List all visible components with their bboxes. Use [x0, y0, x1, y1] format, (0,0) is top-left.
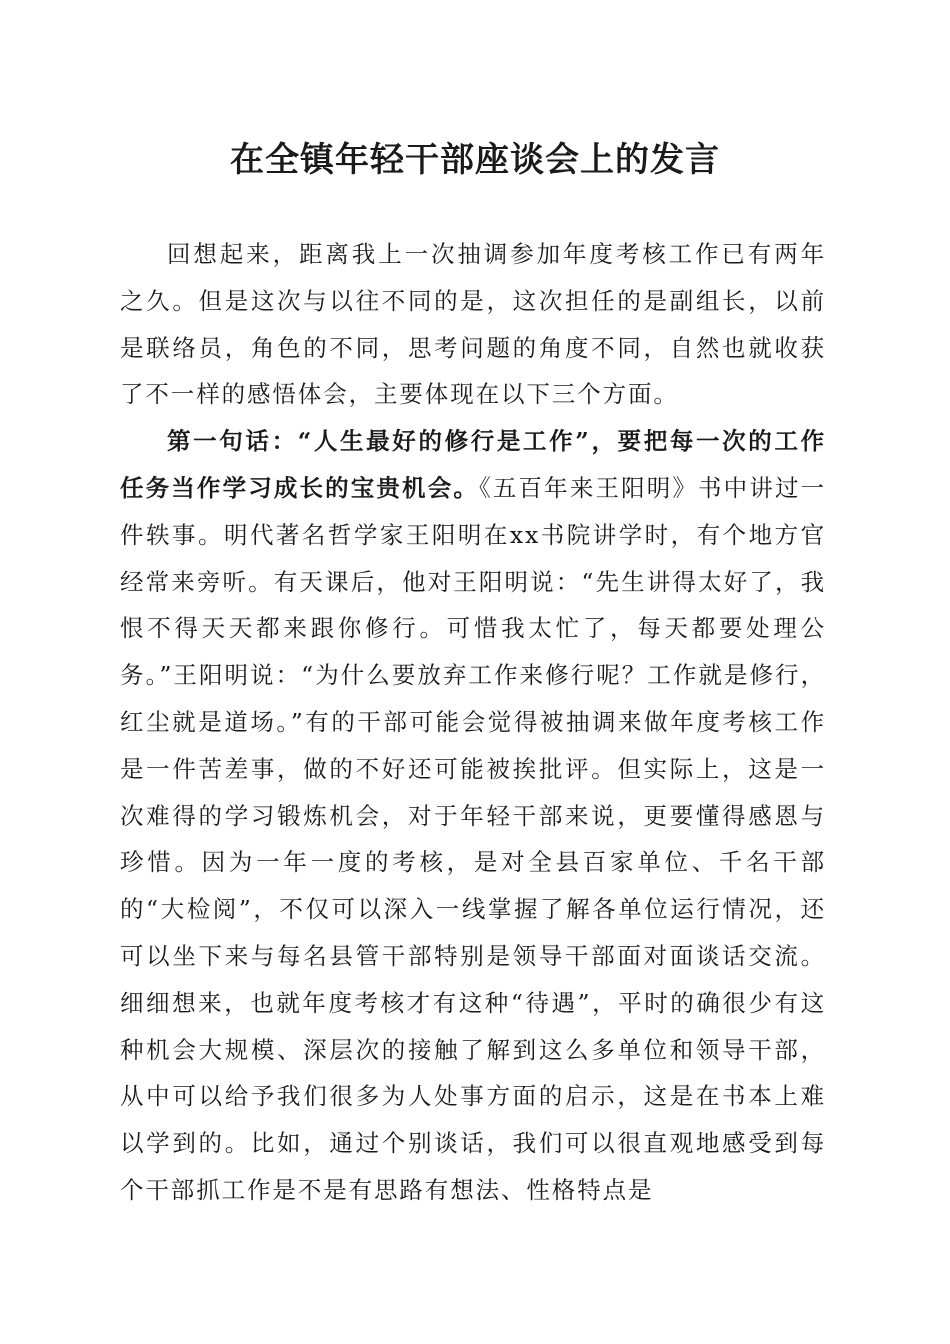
paragraph-text: 《五百年来王阳明》书中讲过一件轶事。明代著名哲学家王阳明在xx书院讲学时，有个地方官经常来旁听。有天课后，他对王阳明说：“先生讲得太好了，我恨不得天天都来跟你修行。可惜我太忙了，每天都要处理公务。”王阳明说：“为什么要放弃工作来修行呢？工作就是修行，红尘就是道场。”有的干部可能会觉得被抽调来做年度考核工作是一件苦差事，做的不好还可能被挨批评。但实际上，这是一次难得的学习锻炼机会，对于年轻干部来说，更要懂得感恩与珍惜。因为一年一度的考核，是对全县百家单位、千名干部的“大检阅”，不仅可以深入一线掌握了解各单位运行情况，还可以坐下来与每名县管干部特别是领导干部面对面谈话交流。细细想来，也就年度考核才有这种“待遇”，平时的确很少有这种机会大规模、深层次的接触了解到这么多单位和领导干部，从中可以给予我们很多为人处事方面的启示，这是在书本上难以学到的。比如，通过个别谈话，我们可以很直观地感受到每个干部抓工作是不是有思路有想法、性格特点是	[120, 473, 826, 1204]
paragraph-first-point	[120, 418, 826, 1214]
document-title: 在全镇年轻干部座谈会上的发言	[230, 140, 720, 180]
paragraph-text: 回想起来，距离我上一次抽调参加年度考核工作已有两年之久。但是这次与以往不同的是，这次担任的是副组长，以前是联络员，角色的不同，思考问题的角度不同，自然也就收获了不一样的感悟体会，主要体现在以下三个方面。	[120, 240, 826, 409]
document-body	[120, 231, 826, 1214]
paragraph-intro	[120, 231, 826, 418]
paragraph-lead-sentence: 第一句话：“人生最好的修行是工作”，要把每一次的工作任务当作学习成长的宝贵机会。	[120, 427, 826, 502]
